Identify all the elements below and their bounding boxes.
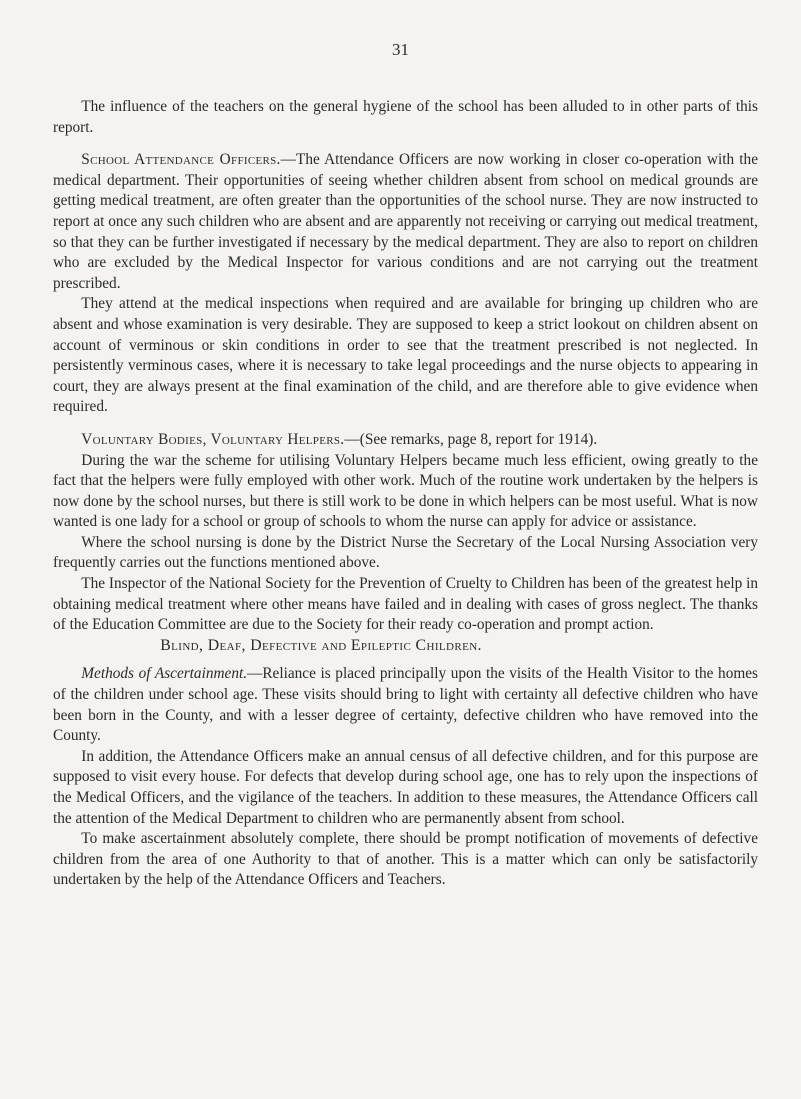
voluntary-bodies-heading-line [53,430,758,451]
ascertainment-text-1: —Reliance is placed principally upon the visits of the Health Visitor to the homes of the children under school age. These visits should bring to light with certainty all defective children who have been born in the County, and with a lesser degree of certainty, defective children who have removed into the County. [53,665,758,745]
voluntary-bodies-paragraph-1: During the war the scheme for utilising Voluntary Helpers became much less efficient, owing greatly to the fact that the helpers were fully employed with other work. Much of the routine work undertaken by the helpers is now done by the school nurses, but there is still work to be done in which helpers can be most useful. What is now wanted is one lady for a school or group of schools to whom the nurse can apply for advice or assistance. [53,451,758,531]
ascertainment-paragraph-3: To make ascertainment absolutely complete, there should be prompt notification of movements of defective children from the area of one Authority to that of another. This is a matter which can only be satisfactorily undertaken by the help of the Attendance Officers and Teachers. [53,830,758,889]
attendance-officers-paragraph-1 [53,150,758,294]
attendance-officers-paragraph-2: They attend at the medical inspections when required and are available for bringing up children who are absent and whose examination is very desirable. They are supposed to keep a strict lookout on children absent on account of verminous or skin conditions in order to see that the treatment prescribed is not neglected. In persistently verminous cases, where it is necessary to take legal proceedings and the nurse objects to appearing in court, they are always present at the final examination of the child, and are therefore able to give evidence when required. [53,295,758,416]
voluntary-bodies-paragraph-3: The Inspector of the National Society for the Prevention of Cruelty to Children has been of the greatest help in obtaining medical treatment where other means have failed and in dealing with cases of gross neglect. The thanks of the Education Committee are due to the Society for their ready co-operation and prompt action. [53,575,758,634]
voluntary-bodies-heading-tail: —(See remarks, page 8, report for 1914). [344,430,598,448]
ascertainment-paragraph-1 [53,664,758,746]
attendance-officers-text-1: —The Attendance Officers are now working in closer co-operation with the medical department. Their opportunities of seeing whether children absent from school on medical grounds are getting medical treatment, are often greater than the opportunities of the school nurse. They are now instructed to report at once any such children who are absent and are apparently not receiving or carrying out medical treatment, so that they can be further investigated if necessary by the medical department. They are also to report on children who are excluded by the Medical Inspector for various conditions and are not carrying out the treatment prescribed. [53,151,758,292]
voluntary-bodies-paragraph-2: Where the school nursing is done by the District Nurse the Secretary of the Local Nursing Association very frequently carries out the functions mentioned above. [53,533,758,572]
intro-paragraph: The influence of the teachers on the general hygiene of the school has been alluded to in other parts of this report. [53,98,758,136]
attendance-officers-heading: School Attendance Officers. [81,151,281,169]
ascertainment-subheading: Methods of Ascertainment. [81,665,248,683]
voluntary-bodies-heading: Voluntary Bodies, Voluntary Helpers. [81,430,345,448]
page-number: 31 [392,40,409,59]
ascertainment-paragraph-2: In addition, the Attendance Officers make an annual census of all defective children, and for this purpose are supposed to visit every house. For defects that develop during school age, one has to rely upon the inspections of the Medical Officers, and the vigilance of the teachers. In addition to these measures, the Attendance Officers call the attention of the Medical Department to children who are permanently absent from school. [53,747,758,827]
page-body [53,97,758,891]
defective-children-heading: Blind, Deaf, Defective and Epileptic Children. [160,636,482,654]
